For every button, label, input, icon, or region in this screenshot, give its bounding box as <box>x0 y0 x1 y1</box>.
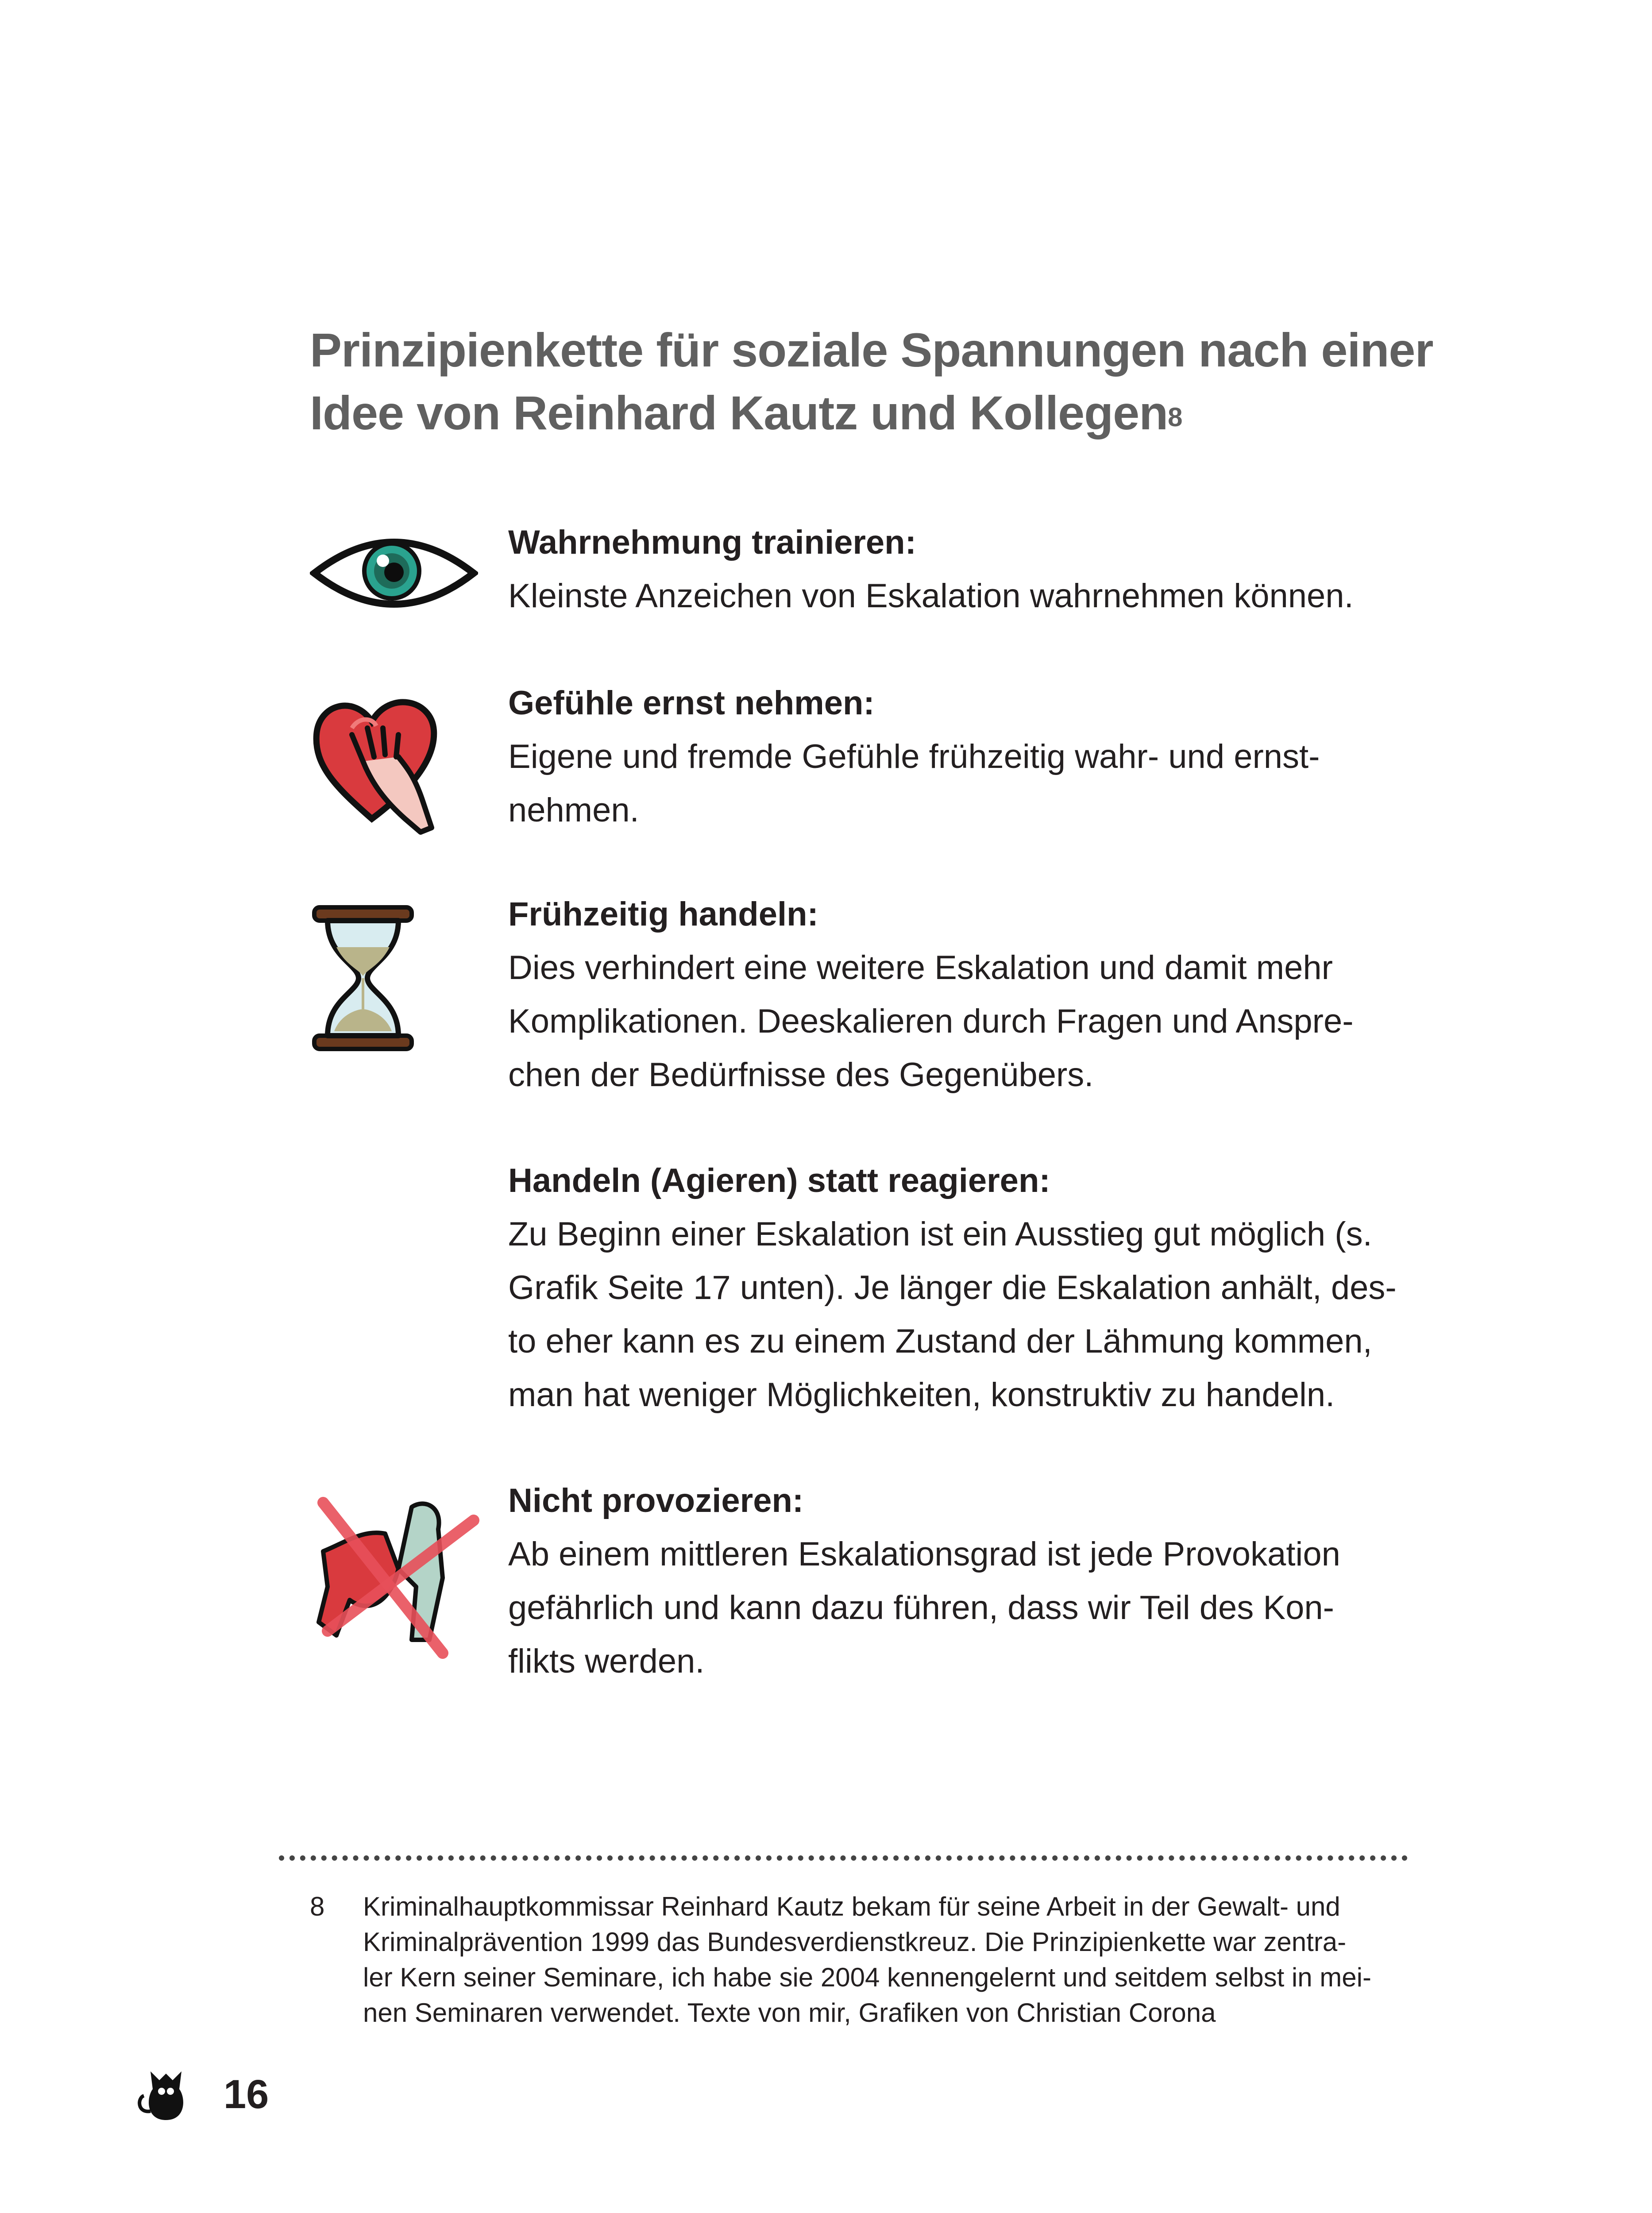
item-act-not-react <box>508 1154 1420 1422</box>
item-body-line: Zu Beginn einer Eskalation ist ein Ausstieg gut möglich (s. <box>508 1215 1372 1253</box>
item-body-line: Kleinste Anzeichen von Eskalation wahrnehmen können. <box>508 577 1354 615</box>
eye-icon <box>310 529 478 617</box>
item-heading: Nicht provozieren: <box>508 1482 804 1519</box>
item-body-line: chen der Bedürfnisse des Gegenübers. <box>508 1056 1094 1094</box>
item-body-line: to eher kann es zu einem Zustand der Lähmung kommen, <box>508 1322 1372 1360</box>
footnote-line: ler Kern seiner Seminare, ich habe sie 2004 kennengelernt und seitdem selbst in mei- <box>363 1962 1371 1992</box>
footnote-line: nen Seminaren verwendet. Texte von mir, Grafiken von Christian Corona <box>363 1998 1216 2028</box>
item-heading: Gefühle ernst nehmen: <box>508 684 875 722</box>
title-line-2: Idee von Reinhard Kautz und Kollegen <box>310 386 1168 440</box>
item-body-line: man hat weniger Möglichkeiten, konstruktiv zu handeln. <box>508 1376 1335 1414</box>
item-body-line: nehmen. <box>508 791 639 829</box>
item-body-line: Eigene und fremde Gefühle frühzeitig wahr- und ernst- <box>508 738 1320 775</box>
hourglass-icon <box>310 903 416 1053</box>
item-heading: Wahrnehmung trainieren: <box>508 524 916 561</box>
item-heading: Frühzeitig handeln: <box>508 895 818 933</box>
item-perception <box>508 516 1420 623</box>
footnote-text <box>363 1889 1421 2031</box>
page-title <box>310 319 1505 444</box>
item-body-line: Ab einem mittleren Eskalationsgrad ist jede Provokation <box>508 1535 1340 1573</box>
title-line-1: Prinzipienkette für soziale Spannungen nach einer <box>310 323 1433 377</box>
item-body-line: Dies verhindert eine weitere Eskalation und damit mehr <box>508 949 1333 987</box>
item-act-early <box>508 887 1420 1102</box>
footnote-separator <box>279 1855 1408 1861</box>
footnote-reference: 8 <box>1168 402 1182 432</box>
page-number: 16 <box>224 2072 269 2117</box>
item-body-line: gefährlich und kann dazu führen, dass wir Teil des Kon- <box>508 1589 1334 1627</box>
item-body-line: Grafik Seite 17 unten). Je länger die Eskalation anhält, des- <box>508 1269 1397 1307</box>
item-body-line: flikts werden. <box>508 1642 705 1680</box>
footnote-line: Kriminalprävention 1999 das Bundesverdienstkreuz. Die Prinzipienkette war zentra- <box>363 1927 1347 1957</box>
no-provocation-icon <box>310 1489 487 1666</box>
footnote-line: Kriminalhauptkommissar Reinhard Kautz bekam für seine Arbeit in der Gewalt- und <box>363 1892 1340 1921</box>
item-no-provocation <box>508 1474 1420 1688</box>
cat-icon <box>133 2058 199 2127</box>
item-body-line: Komplikationen. Deeskalieren durch Fragen und Anspre- <box>508 1002 1354 1040</box>
heart-hand-icon <box>310 686 460 841</box>
footnote-number: 8 <box>310 1892 325 1921</box>
item-feelings <box>508 676 1420 837</box>
item-heading: Handeln (Agieren) statt reagieren: <box>508 1162 1050 1199</box>
